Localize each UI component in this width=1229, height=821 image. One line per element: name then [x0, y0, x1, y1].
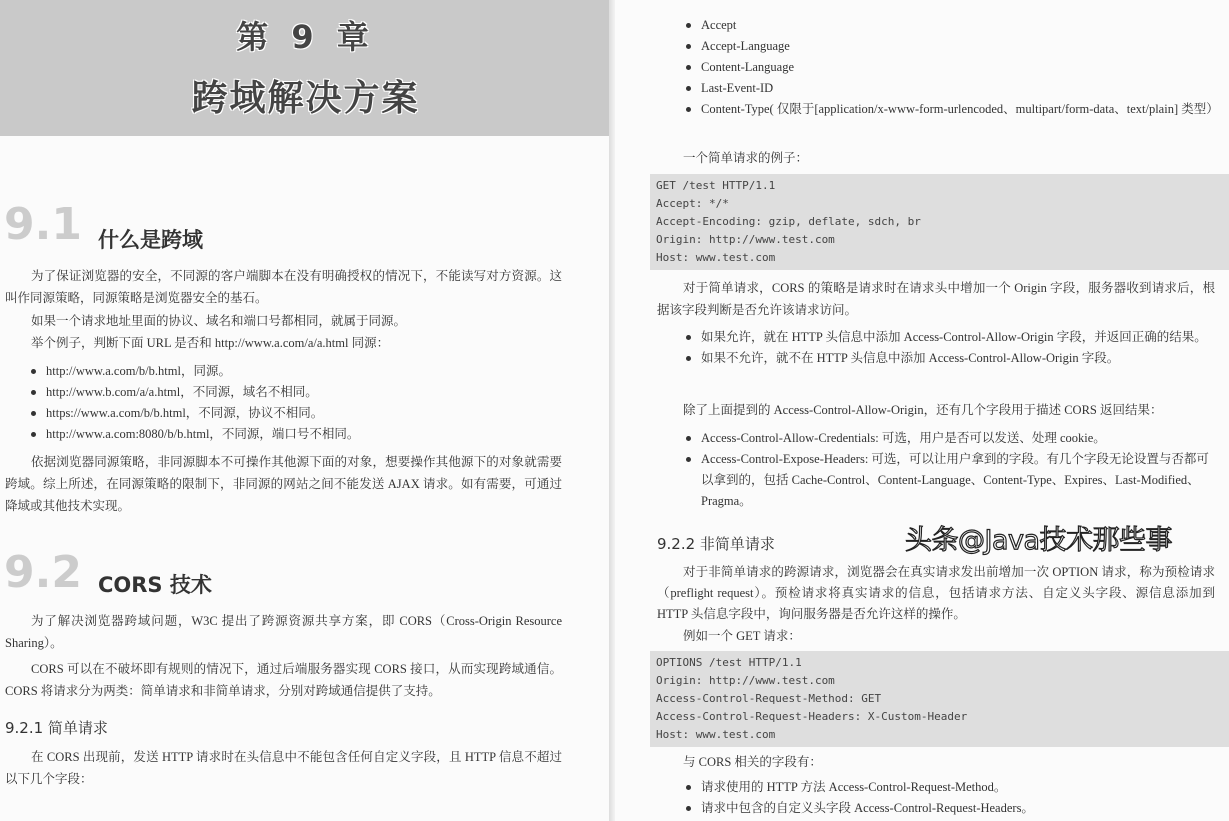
paragraph: CORS 可以在不破坏即有规则的情况下，通过后端服务器实现 CORS 接口，从而实现跨域通信。CORS 将请求分为两类：简单请求和非简单请求，分别对跨域通信提供了支持。	[5, 662, 562, 698]
subsection-title: 9.2.2 非简单请求	[657, 535, 775, 553]
bullet-list	[685, 777, 1215, 819]
list-item: http://www.b.com/a/a.html，不同源，域名不相同。	[30, 382, 560, 403]
list-item: Content-Language	[685, 57, 1215, 78]
bullet-list	[685, 327, 1215, 369]
list-item: 如果允许，就在 HTTP 头信息中添加 Access-Control-Allow-Origin 字段，并返回正确的结果。	[685, 327, 1215, 348]
list-item: 如果不允许，就不在 HTTP 头信息中添加 Access-Control-Allow-Origin 字段。	[685, 348, 1215, 369]
code-line: Access-Control-Request-Method: GET	[656, 692, 882, 705]
list-item: https://www.a.com/b/b.html，不同源，协议不相同。	[30, 403, 560, 424]
list-item: Access-Control-Allow-Credentials: 可选，用户是否可以发送、处理 cookie。	[685, 428, 1215, 449]
code-line: Origin: http://www.test.com	[656, 233, 835, 246]
paragraph: 为了解决浏览器跨域问题，W3C 提出了跨源资源共享方案，即 CORS（Cross-Origin Resource Sharing）。	[5, 614, 562, 650]
subsection-title: 9.2.1 简单请求	[5, 719, 108, 737]
paragraph: 如果一个请求地址里面的协议、域名和端口号都相同，就属于同源。	[31, 314, 407, 328]
list-item: http://www.a.com:8080/b/b.html，不同源，端口号不相同。	[30, 424, 560, 445]
code-line: Access-Control-Request-Headers: X-Custom-Header	[656, 710, 968, 723]
list-item: 请求使用的 HTTP 方法 Access-Control-Request-Method。	[685, 777, 1215, 798]
paragraph: 除了上面提到的 Access-Control-Allow-Origin，还有几个字段用于描述 CORS 返回结果：	[683, 403, 1163, 417]
section-title: 什么是跨域	[98, 228, 203, 252]
code-line: OPTIONS /test HTTP/1.1	[656, 656, 802, 669]
chapter-number: 第 9 章	[236, 18, 375, 56]
bullet-list	[685, 428, 1215, 512]
code-line: Origin: http://www.test.com	[656, 674, 835, 687]
list-item: 请求中包含的自定义头字段 Access-Control-Request-Headers。	[685, 798, 1215, 819]
bullet-list	[30, 361, 560, 445]
paragraph: 对于非简单请求的跨源请求，浏览器会在真实请求发出前增加一次 OPTION 请求，称为预检请求（preflight request）。预检请求将真实请求的信息，包括请求方法、自定义头字段、源信息添加到 HTTP 头信息字段中，询问服务器是否允许这样的操作。	[657, 565, 1215, 621]
paragraph: 与 CORS 相关的字段有：	[683, 755, 822, 769]
list-item: Content-Type( 仅限于[application/x-www-form-urlencoded、multipart/form-data、text/plain] 类型）	[685, 99, 1215, 120]
paragraph: 对于简单请求，CORS 的策略是请求时在请求头中增加一个 Origin 字段，服务器收到请求后，根据该字段判断是否允许该请求访问。	[657, 281, 1215, 317]
code-block	[650, 174, 1229, 270]
code-line: Accept-Encoding: gzip, deflate, sdch, br	[656, 215, 921, 228]
paragraph: 一个简单请求的例子：	[683, 151, 809, 165]
list-item: Last-Event-ID	[685, 78, 1215, 99]
list-item: Access-Control-Expose-Headers: 可选，可以让用户拿到的字段。有几个字段无论设置与否都可以拿到的，包括 Cache-Control、Content-Language、Content-Type、Expires、Last-Modified、Pragma。	[685, 449, 1215, 512]
list-item: Accept-Language	[685, 36, 1215, 57]
code-line: GET /test HTTP/1.1	[656, 179, 776, 192]
section-number: 9.1	[4, 199, 82, 250]
watermark: 头条@Java技术那些事	[905, 525, 1173, 556]
code-line: Host: www.test.com	[656, 251, 776, 264]
list-item: http://www.a.com/b/b.html，同源。	[30, 361, 560, 382]
code-line: Accept: */*	[656, 197, 729, 210]
paragraph: 例如一个 GET 请求：	[683, 629, 801, 643]
code-block	[650, 651, 1229, 747]
paragraph: 在 CORS 出现前，发送 HTTP 请求时在头信息中不能包含任何自定义字段，且 HTTP 信息不超过以下几个字段：	[5, 750, 562, 786]
section-number: 9.2	[4, 547, 82, 598]
code-line: Host: www.test.com	[656, 728, 776, 741]
chapter-title: 跨域解决方案	[191, 78, 420, 119]
page-gutter	[609, 0, 615, 821]
paragraph: 依据浏览器同源策略，非同源脚本不可操作其他源下面的对象，想要操作其他源下的对象就需要跨域。综上所述，在同源策略的限制下，非同源的网站之间不能发送 AJAX 请求。如有需要，可通过降域或其他技术实现。	[5, 455, 562, 513]
paragraph: 举个例子，判断下面 URL 是否和 http://www.a.com/a/a.html 同源：	[31, 336, 390, 350]
paragraph: 为了保证浏览器的安全，不同源的客户端脚本在没有明确授权的情况下，不能读写对方资源。这叫作同源策略，同源策略是浏览器安全的基石。	[5, 269, 562, 305]
bullet-list	[685, 15, 1219, 120]
list-item: Accept	[685, 15, 1215, 36]
section-title: CORS 技术	[98, 573, 212, 597]
